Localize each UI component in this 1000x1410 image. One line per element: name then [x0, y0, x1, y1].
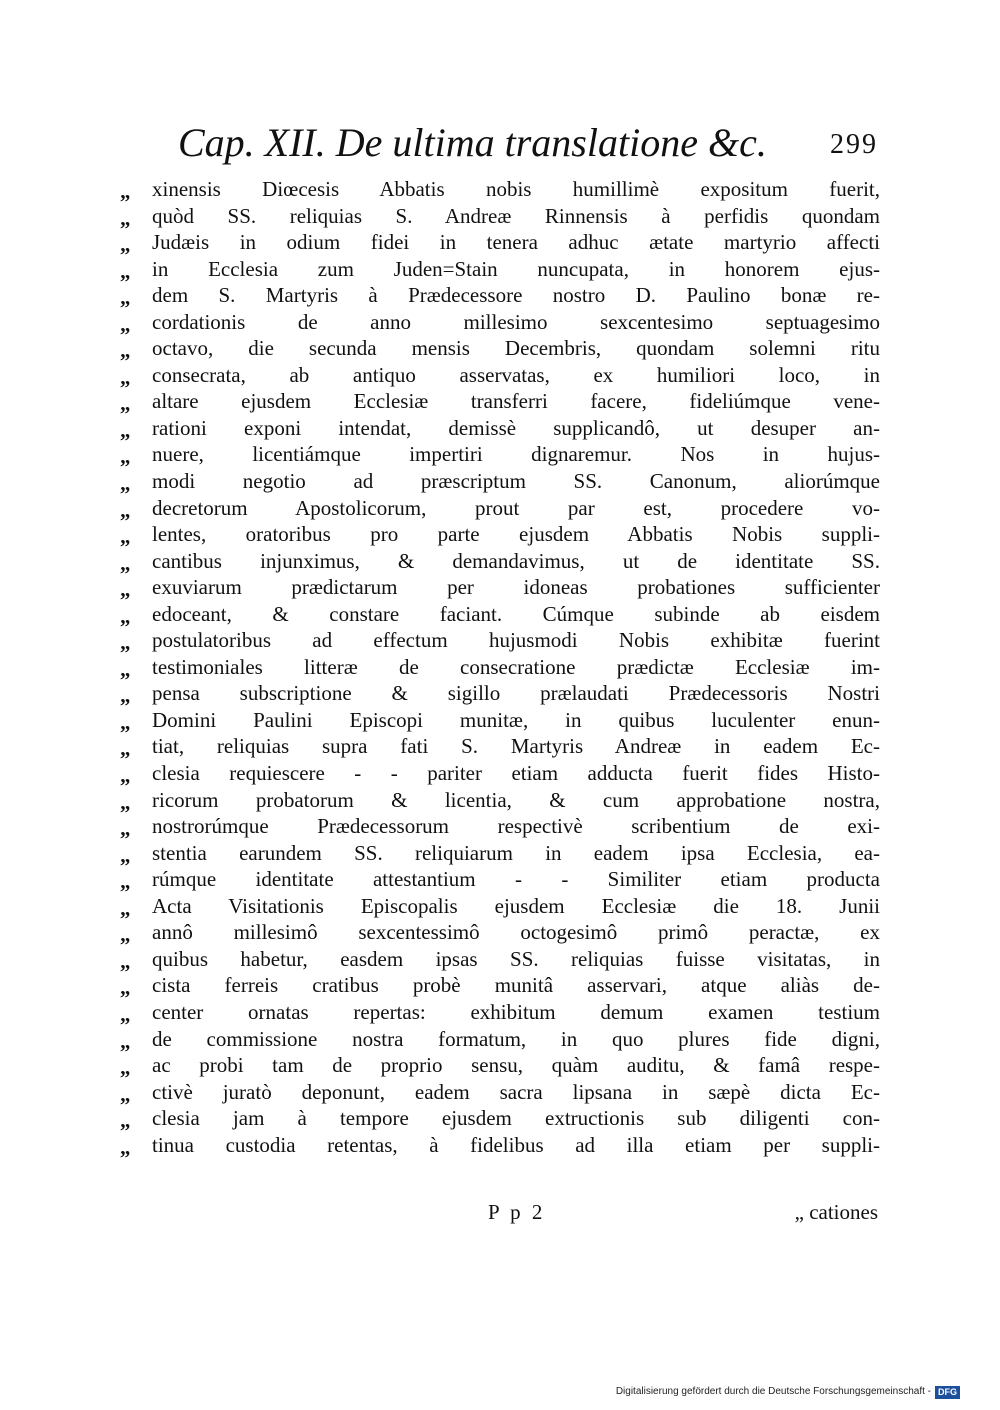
quote-mark: „ [120, 258, 131, 283]
body-text [120, 176, 880, 1158]
line-text: Acta Visitationis Episcopalis ejusdem Ecclesiæ die 18. Junii [152, 893, 880, 918]
quote-mark: „ [120, 630, 131, 655]
text-line [120, 441, 880, 468]
text-line [120, 203, 880, 230]
line-text: testimoniales litteræ de consecratione prædictæ Ecclesiæ im- [152, 654, 880, 679]
line-text: cantibus injunximus, & demandavimus, ut de identitate SS. [152, 548, 880, 573]
quote-mark: „ [120, 205, 131, 230]
line-text: dem S. Martyris à Prædecessore nostro D. Paulino bonæ re- [152, 283, 880, 308]
line-text: cordationis de anno millesimo sexcentesimo septuagesimo [152, 309, 880, 334]
quote-mark: „ [120, 709, 131, 734]
text-line [120, 1052, 880, 1079]
quote-mark: „ [120, 1028, 131, 1053]
quote-mark: „ [120, 895, 131, 920]
text-line [120, 309, 880, 336]
line-text: stentia earundem SS. reliquiarum in eadem ipsa Ecclesia, ea- [152, 840, 880, 865]
line-text: in Ecclesia zum Juden=Stain nuncupata, in honorem ejus- [152, 256, 880, 281]
line-text: cista ferreis cratibus probè munitâ asservari, atque aliàs de- [152, 973, 880, 998]
text-line [120, 495, 880, 522]
quote-mark: „ [120, 948, 131, 973]
line-text: rationi exponi intendat, demissè supplicandô, ut desuper an- [152, 415, 880, 440]
line-text: ac probi tam de proprio sensu, quàm auditu, & famâ respe- [152, 1053, 880, 1078]
line-text: quibus habetur, easdem ipsas SS. reliquias fuisse visitatas, in [152, 946, 880, 971]
quote-mark: „ [120, 179, 131, 203]
quote-mark: „ [120, 842, 131, 867]
text-line [120, 893, 880, 920]
page-header [178, 118, 878, 168]
page-number: 299 [830, 129, 878, 160]
line-text: pensa subscriptione & sigillo prælaudati Prædecessoris Nostri [152, 681, 880, 706]
quote-mark: „ [120, 524, 131, 549]
credit-text: Digitalisierung gefördert durch die Deutsche Forschungsgemeinschaft - [615, 1386, 931, 1397]
page-footer [120, 1197, 880, 1227]
line-text: consecrata, ab antiquo asservatas, ex humiliori loco, in [152, 362, 880, 387]
line-text: edoceant, & constare faciant. Cúmque subinde ab eisdem [152, 601, 880, 626]
text-line [120, 335, 880, 362]
quote-mark: „ [120, 1001, 131, 1026]
quote-mark: „ [120, 975, 131, 1000]
line-text: Domini Paulini Episcopi munitæ, in quibus luculenter enun- [152, 707, 880, 732]
text-line [120, 282, 880, 309]
line-text: xinensis Diœcesis Abbatis nobis humillimè expositum fuerit, [152, 177, 880, 201]
text-line [120, 627, 880, 654]
text-line [120, 680, 880, 707]
quote-mark: „ [120, 683, 131, 708]
line-text: clesia requiescere - - pariter etiam adducta fuerit fides Histo- [152, 761, 880, 786]
line-text: modi negotio ad præscriptum SS. Canonum, aliorúmque [152, 469, 880, 494]
text-line [120, 362, 880, 389]
text-line [120, 919, 880, 946]
text-line [120, 574, 880, 601]
line-text: center ornatas repertas: exhibitum demum examen testium [152, 999, 880, 1024]
text-line [120, 1105, 880, 1132]
quote-mark: „ [120, 577, 131, 602]
line-text: rúmque identitate attestantium - - Similiter etiam producta [152, 867, 880, 892]
quote-mark: „ [120, 391, 131, 416]
digitization-credit [616, 1384, 960, 1400]
quote-mark: „ [120, 763, 131, 788]
quote-mark: „ [120, 417, 131, 442]
quote-mark: „ [120, 364, 131, 389]
line-text: lentes, oratoribus pro parte ejusdem Abbatis Nobis suppli- [152, 522, 880, 547]
line-text: ctivè juratò deponunt, eadem sacra lipsana in sæpè dicta Ec- [152, 1079, 880, 1104]
line-text: clesia jam à tempore ejusdem extructionis sub diligenti con- [152, 1106, 880, 1131]
text-line [120, 601, 880, 628]
text-line [120, 1026, 880, 1053]
text-line [120, 787, 880, 814]
text-line [120, 468, 880, 495]
line-text: nostrorúmque Prædecessorum respectivè scribentium de exi- [152, 814, 880, 839]
quote-mark: „ [120, 1081, 131, 1106]
quote-mark: „ [120, 311, 131, 336]
quote-mark: „ [120, 338, 131, 363]
quote-mark: „ [120, 869, 131, 894]
quote-mark: „ [120, 789, 131, 814]
text-line [120, 654, 880, 681]
quote-mark: „ [120, 816, 131, 841]
text-line [120, 840, 880, 867]
line-text: ricorum probatorum & licentia, & cum approbatione nostra, [152, 787, 880, 812]
text-line [120, 707, 880, 734]
text-line [120, 415, 880, 442]
line-text: quòd SS. reliquias S. Andreæ Rinnensis à perfidis quondam [152, 203, 880, 228]
quote-mark: „ [120, 550, 131, 575]
dfg-logo-icon: DFG [935, 1386, 960, 1399]
quote-mark: „ [120, 1055, 131, 1080]
quote-mark: „ [120, 736, 131, 761]
text-line [120, 760, 880, 787]
text-line [120, 999, 880, 1026]
quote-mark: „ [120, 232, 131, 257]
text-line [120, 256, 880, 283]
line-text: altare ejusdem Ecclesiæ transferri facere, fideliúmque vene- [152, 389, 880, 414]
catchword: „ cationes [794, 1200, 878, 1224]
line-text: postulatoribus ad effectum hujusmodi Nobis exhibitæ fuerint [152, 628, 880, 653]
line-text: nuere, licentiámque impertiri dignaremur. Nos in hujus- [152, 442, 880, 467]
quote-mark: „ [120, 444, 131, 469]
quote-mark: „ [120, 922, 131, 947]
quote-mark: „ [120, 471, 131, 496]
line-text: tinua custodia retentas, à fidelibus ad illa etiam per suppli- [152, 1132, 880, 1157]
text-line [120, 229, 880, 256]
text-line [120, 733, 880, 760]
line-text: Judæis in odium fidei in tenera adhuc ætate martyrio affecti [152, 230, 880, 255]
quote-mark: „ [120, 603, 131, 628]
line-text: octavo, die secunda mensis Decembris, quondam solemni ritu [152, 336, 880, 361]
line-text: annô millesimô sexcentessimô octogesimô primô peractæ, ex [152, 920, 880, 945]
text-line [120, 388, 880, 415]
text-line [120, 1132, 880, 1159]
quote-mark: „ [120, 285, 131, 310]
text-line [120, 813, 880, 840]
quote-mark: „ [120, 1108, 131, 1133]
running-title: Cap. XII. De ultima translatione &c. [178, 120, 767, 165]
line-text: exuviarum prædictarum per idoneas probationes sufficienter [152, 575, 880, 600]
quote-mark: „ [120, 497, 131, 522]
text-line [120, 548, 880, 575]
text-line [120, 866, 880, 893]
line-text: tiat, reliquias supra fati S. Martyris Andreæ in eadem Ec- [152, 734, 880, 759]
text-line [120, 972, 880, 999]
line-text: decretorum Apostolicorum, prout par est, procedere vo- [152, 495, 880, 520]
quote-mark: „ [120, 1134, 131, 1159]
text-line [120, 176, 880, 203]
text-line [120, 946, 880, 973]
quote-mark: „ [120, 656, 131, 681]
line-text: de commissione nostra formatum, in quo plures fide digni, [152, 1026, 880, 1051]
text-line [120, 521, 880, 548]
text-line [120, 1079, 880, 1106]
signature-mark: P p 2 [488, 1200, 546, 1224]
